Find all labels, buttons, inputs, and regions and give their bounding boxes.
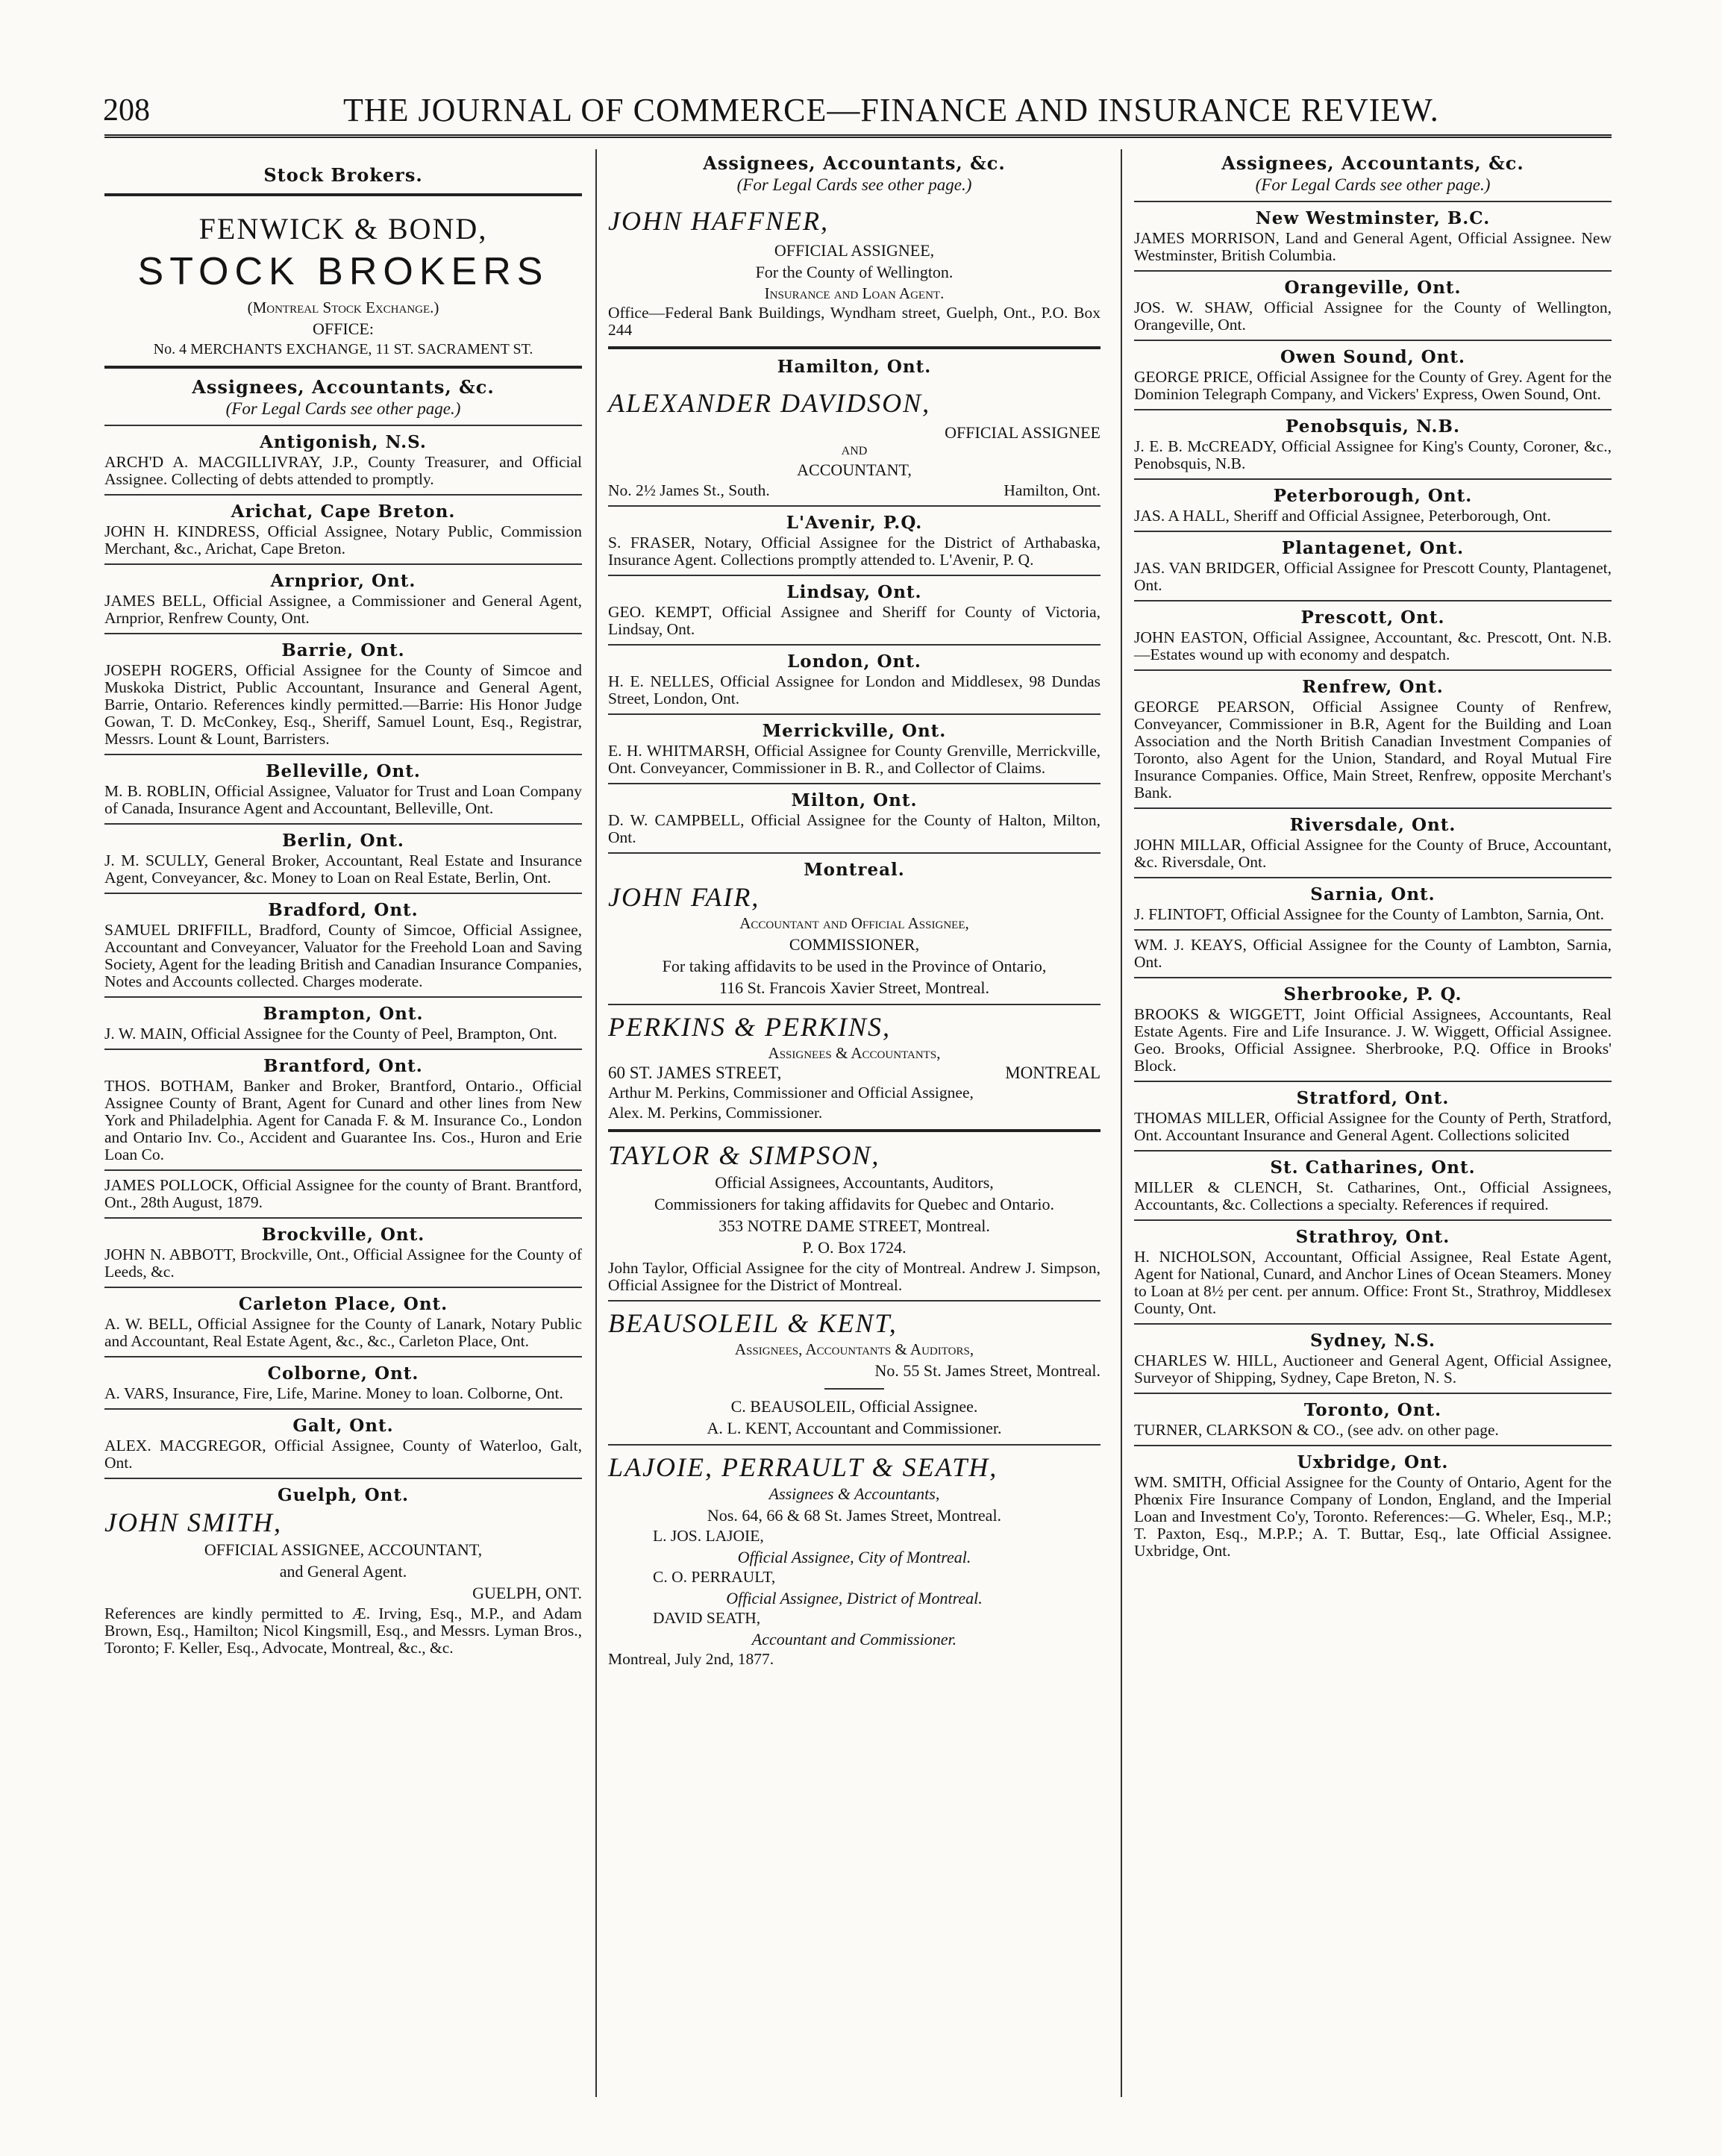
card-subtitle: and General Agent. <box>279 1562 407 1581</box>
card-partner-role: Official Assignee, City of Montreal. <box>737 1548 971 1566</box>
card-commissioner: COMMISSIONER, <box>789 935 920 954</box>
card-name: JOHN HAFFNER, <box>608 206 829 236</box>
divider <box>104 1478 582 1479</box>
place-heading: Plantagenet, Ont. <box>1281 538 1465 558</box>
card-partner: Arthur M. Perkins, Commissioner and Official Assignee, <box>608 1084 974 1102</box>
card-title: Assignees & Accountants, <box>768 1044 941 1062</box>
card-title: Accountant and Official Assignee, <box>739 914 969 932</box>
card-partner: C. BEAUSOLEIL, Official Assignee. <box>730 1397 978 1416</box>
section-heading: Stock Brokers. <box>263 164 423 186</box>
divider <box>104 1049 582 1050</box>
listing: JOHN N. ABBOTT, Brockville, Ont., Official Assignee for the County of Leeds, &c. <box>104 1246 582 1281</box>
place-heading: Carleton Place, Ont. <box>238 1294 448 1314</box>
column-divider <box>595 149 597 2097</box>
card-address: 60 ST. JAMES STREET, <box>608 1063 782 1082</box>
listing: JOS. W. SHAW, Official Assignee for the County of Wellington, Orangeville, Ont. <box>1134 299 1612 334</box>
divider <box>1134 1445 1612 1446</box>
listing: TURNER, CLARKSON & CO., (see adv. on other page. <box>1134 1421 1499 1439</box>
card-address: No. 55 St. James Street, Montreal. <box>874 1361 1100 1380</box>
column-divider <box>1121 149 1122 2097</box>
divider <box>1134 478 1612 480</box>
place-heading: Penobsquis, N.B. <box>1286 416 1460 437</box>
card-title: Official Assignees, Accountants, Auditors, <box>715 1173 994 1192</box>
listing: BROOKS & WIGGETT, Joint Official Assignees, Accountants, Real Estate Agents. Fire and Life Insurance. J. W. Wiggett, Official Assignee. Geo. Brooks, Official Assignee. Sherbrooke, P.Q. Office in Brooks' Block. <box>1134 1005 1612 1075</box>
card-title: OFFICIAL ASSIGNEE <box>945 423 1100 442</box>
place-heading: Peterborough, Ont. <box>1273 486 1473 506</box>
divider <box>608 575 1100 576</box>
card-location: GUELPH, ONT. <box>472 1584 582 1602</box>
card-commissioners: Commissioners for taking affidavits for Quebec and Ontario. <box>654 1195 1055 1213</box>
listing: THOS. BOTHAM, Banker and Broker, Brantford, Ontario., Official Assignee County of Brant, Agent for Cunard and other lines from New York and Philadelphia. Agent for Canada F. & M. Insurance Co., London and Ontario Inv. Co., Accident and Guarantee Ins. Cos., Huron and Erie Loan Co. <box>104 1077 582 1163</box>
place-heading: Belleville, Ont. <box>266 761 421 781</box>
card-affidavits: For taking affidavits to be used in the Province of Ontario, <box>662 957 1047 975</box>
card-name: LAJOIE, PERRAULT & SEATH, <box>608 1452 998 1482</box>
header-rule <box>104 134 1612 138</box>
divider <box>1134 1393 1612 1394</box>
divider <box>1134 877 1612 878</box>
place-heading: Brampton, Ont. <box>263 1004 424 1024</box>
listing: SAMUEL DRIFFILL, Bradford, County of Simcoe, Official Assignee, Accountant and Conveyancer, Valuator for the Freehold Loan and Saving Society, Agent for the leading British and Canadian Insurance Companies, Notes and Accounts collected. Charges moderate. <box>104 921 582 990</box>
listing: JOSEPH ROGERS, Official Assignee for the County of Simcoe and Muskoka District, Public Accountant, Insurance and General Agent, Barrie, Ontario. References kindly permitted.—Barrie: His Honor Judge Gowan, T. D. McConkey, Esq., Sheriff, Samuel Lount, Esq., Registrar, Messrs. Lount & Lount, Barristers. <box>104 661 582 748</box>
divider <box>608 644 1100 646</box>
divider <box>608 1444 1100 1446</box>
listing: A. W. BELL, Official Assignee for the County of Lanark, Notary Public and Accountant, Real Estate Agent, &c., &c., Carleton Place, Ont. <box>104 1315 582 1350</box>
divider <box>104 1408 582 1410</box>
page-header <box>90 88 1626 133</box>
divider <box>104 996 582 998</box>
place-heading: Berlin, Ont. <box>282 831 404 851</box>
place-heading: Colborne, Ont. <box>267 1363 419 1384</box>
listing: JOHN MILLAR, Official Assignee for the County of Bruce, Accountant, &c. Riversdale, Ont. <box>1134 836 1612 871</box>
place-heading: Brantford, Ont. <box>263 1056 423 1076</box>
place-heading: Brockville, Ont. <box>261 1225 425 1245</box>
divider <box>1134 1150 1612 1152</box>
divider <box>1134 409 1612 410</box>
listing: JAMES POLLOCK, Official Assignee for the county of Brant. Brantford, Ont., 28th August, 1879. <box>104 1176 582 1211</box>
listing: H. E. NELLES, Official Assignee for London and Middlesex, 98 Dundas Street, London, Ont. <box>608 672 1100 707</box>
card-name: JOHN FAIR, <box>608 882 760 912</box>
place-heading: Uxbridge, Ont. <box>1297 1452 1449 1472</box>
section-heading: Assignees, Accountants, &c. <box>703 152 1006 174</box>
card-title: Assignees, Accountants & Auditors, <box>734 1340 974 1358</box>
card-partner-role: Accountant and Commissioner. <box>751 1630 957 1649</box>
listing: A. VARS, Insurance, Fire, Life, Marine. Money to loan. Colborne, Ont. <box>104 1384 563 1402</box>
place-heading: Arichat, Cape Breton. <box>231 501 456 522</box>
listing: WM. J. KEAYS, Official Assignee for the County of Lambton, Sarnia, Ont. <box>1134 936 1612 971</box>
office-address: No. 4 MERCHANTS EXCHANGE, 11 ST. SACRAMENT ST. <box>153 341 533 357</box>
divider <box>1134 270 1612 272</box>
card-name: ALEXANDER DAVIDSON, <box>608 388 931 418</box>
divider <box>1134 929 1612 931</box>
place-heading: Sherbrooke, P. Q. <box>1283 984 1462 1004</box>
listing: JAS. VAN BRIDGER, Official Assignee for Prescott County, Plantagenet, Ont. <box>1134 559 1612 594</box>
divider <box>608 346 1100 349</box>
card-partners: John Taylor, Official Assignee for the city of Montreal. Andrew J. Simpson, Official Assignee for the District of Montreal. <box>608 1259 1100 1294</box>
divider <box>1134 1219 1612 1221</box>
listing: MILLER & CLENCH, St. Catharines, Ont., Official Assignees, Accountants, &c. Collections a specialty. References if required. <box>1134 1178 1612 1213</box>
divider <box>104 893 582 894</box>
listing: ARCH'D A. MACGILLIVRAY, J.P., County Treasurer, and Official Assignee. Collecting of debts attended to promptly. <box>104 453 582 488</box>
divider <box>1134 669 1612 671</box>
card-name: JOHN SMITH, <box>104 1507 282 1537</box>
listing: GEORGE PRICE, Official Assignee for the County of Grey. Agent for the Dominion Telegraph Company, and Vickers' Express, Owen Sound, Ont. <box>1134 368 1612 403</box>
divider <box>608 783 1100 784</box>
listing: JOHN H. KINDRESS, Official Assignee, Notary Public, Commission Merchant, &c., Arichat, Cape Breton. <box>104 522 582 557</box>
place-heading: Hamilton, Ont. <box>777 357 932 377</box>
listing: JAS. A HALL, Sheriff and Official Assignee, Peterborough, Ont. <box>1134 507 1551 525</box>
legal-note: (For Legal Cards see other page.) <box>1255 175 1491 194</box>
divider <box>608 852 1100 854</box>
divider <box>104 1217 582 1219</box>
card-partner: C. O. PERRAULT, <box>653 1568 776 1586</box>
card-box: P. O. Box 1724. <box>802 1238 907 1257</box>
place-heading: Riversdale, Ont. <box>1289 815 1456 835</box>
listing: CHARLES W. HILL, Auctioneer and General Agent, Official Assignee, Surveyor of Shipping, Sydney, Cape Breton, N. S. <box>1134 1352 1612 1387</box>
place-heading: Stratford, Ont. <box>1296 1088 1450 1108</box>
card-partner: L. JOS. LAJOIE, <box>653 1527 764 1545</box>
divider <box>608 1300 1100 1302</box>
column-3 <box>1134 149 1612 1563</box>
card-address: 353 NOTRE DAME STREET, Montreal. <box>718 1216 990 1235</box>
section-heading: Assignees, Accountants, &c. <box>192 376 495 398</box>
place-heading: Antigonish, N.S. <box>260 432 427 452</box>
divider <box>1134 977 1612 978</box>
divider <box>608 1004 1100 1005</box>
divider <box>1134 201 1612 202</box>
listing: M. B. ROBLIN, Official Assignee, Valuator for Trust and Loan Company of Canada, Insurance Agent and Accountant, Belleville, Ont. <box>104 782 582 817</box>
page-number: 208 <box>103 93 150 128</box>
listing: J. W. MAIN, Official Assignee for the County of Peel, Brampton, Ont. <box>104 1025 557 1043</box>
place-heading: Orangeville, Ont. <box>1284 278 1462 298</box>
place-heading: Barrie, Ont. <box>281 640 405 660</box>
listing: JOHN EASTON, Official Assignee, Accountant, &c. Prescott, Ont. N.B.—Estates wound up with economy and despatch. <box>1134 628 1612 663</box>
section-heading: Assignees, Accountants, &c. <box>1221 152 1524 174</box>
place-heading: Prescott, Ont. <box>1300 607 1445 628</box>
listing: D. W. CAMPBELL, Official Assignee for the County of Halton, Milton, Ont. <box>608 811 1100 846</box>
column-1 <box>104 149 582 1660</box>
listing: THOMAS MILLER, Official Assignee for the County of Perth, Stratford, Ont. Accountant Insurance and General Agent. Collections solicited <box>1134 1109 1612 1144</box>
place-heading: Montreal. <box>804 860 905 880</box>
exchange: (Montreal Stock Exchange.) <box>247 299 439 316</box>
divider <box>104 193 582 196</box>
divider <box>104 754 582 755</box>
place-heading: Guelph, Ont. <box>278 1485 409 1505</box>
place-heading: Owen Sound, Ont. <box>1280 347 1466 367</box>
divider <box>104 563 582 565</box>
place-heading: Renfrew, Ont. <box>1302 677 1444 697</box>
listing: J. FLINTOFT, Official Assignee for the County of Lambton, Sarnia, Ont. <box>1134 905 1604 923</box>
card-address: No. 2½ James St., South. <box>608 481 770 499</box>
running-title: THE JOURNAL OF COMMERCE—FINANCE AND INSURANCE REVIEW. <box>343 92 1439 128</box>
card-accountant: ACCOUNTANT, <box>797 460 912 479</box>
divider <box>104 1356 582 1357</box>
card-address-row <box>608 1064 1100 1081</box>
place-heading: L'Avenir, P.Q. <box>786 513 923 533</box>
place-heading: Milton, Ont. <box>791 790 918 810</box>
card-name: PERKINS & PERKINS, <box>608 1012 891 1042</box>
divider <box>1134 807 1612 809</box>
place-heading: Sydney, N.S. <box>1310 1331 1435 1351</box>
divider <box>104 494 582 496</box>
card-partner: A. L. KENT, Accountant and Commissioner. <box>707 1419 1002 1437</box>
place-heading: Galt, Ont. <box>292 1416 394 1436</box>
divider <box>104 633 582 634</box>
divider <box>1134 340 1612 341</box>
place-heading: Merrickville, Ont. <box>762 721 947 741</box>
listing: J. E. B. McCREADY, Official Assignee for King's County, Coroner, &c., Penobsquis, N.B. <box>1134 437 1612 472</box>
card-title: Assignees & Accountants, <box>768 1484 940 1503</box>
column-2 <box>608 149 1100 1671</box>
divider <box>824 1388 884 1390</box>
place-heading: Lindsay, Ont. <box>786 582 922 602</box>
card-county: For the County of Wellington. <box>755 263 954 281</box>
card-partner: DAVID SEATH, <box>653 1609 761 1627</box>
listing: S. FRASER, Notary, Official Assignee for the District of Arthabaska, Insurance Agent. Collections promptly attended to. L'Avenir, P. Q. <box>608 534 1100 569</box>
divider <box>104 1287 582 1288</box>
divider <box>608 505 1100 507</box>
card-date: Montreal, July 2nd, 1877. <box>608 1650 774 1668</box>
divider <box>1134 1081 1612 1082</box>
card-name: TAYLOR & SIMPSON, <box>608 1140 880 1170</box>
card-title: OFFICIAL ASSIGNEE, ACCOUNTANT, <box>204 1540 483 1559</box>
divider <box>104 1169 582 1171</box>
card-city: MONTREAL <box>1005 1063 1100 1082</box>
listing: JAMES MORRISON, Land and General Agent, Official Assignee. New Westminster, British Columbia. <box>1134 229 1612 264</box>
card-and: AND <box>841 445 868 457</box>
card-address: Nos. 64, 66 & 68 St. James Street, Montreal. <box>707 1506 1002 1525</box>
listing: GEO. KEMPT, Official Assignee and Sheriff for County of Victoria, Lindsay, Ont. <box>608 603 1100 638</box>
card-references: References are kindly permitted to Æ. Irving, Esq., M.P., and Adam Brown, Esq., Hamilton; Nicol Kingsmill, Esq., and Messrs. Lyman Bros., Toronto; F. Keller, Esq., Advocate, Montreal, &c., &c. <box>104 1604 582 1657</box>
divider <box>104 366 582 369</box>
card-address-row <box>608 482 1100 499</box>
divider <box>104 823 582 825</box>
listing: E. H. WHITMARSH, Official Assignee for County Grenville, Merrickville, Ont. Conveyancer, Commissioner in B. R., and Collector of Claims. <box>608 742 1100 777</box>
divider <box>1134 600 1612 602</box>
place-heading: Strathroy, Ont. <box>1295 1227 1450 1247</box>
card-address: 116 St. Francois Xavier Street, Montreal. <box>718 978 990 997</box>
card-title: OFFICIAL ASSIGNEE, <box>774 241 935 260</box>
legal-note: (For Legal Cards see other page.) <box>736 175 972 194</box>
office-label: OFFICE: <box>313 319 374 338</box>
card-agent: Insurance and Loan Agent. <box>764 284 945 302</box>
place-heading: St. Catharines, Ont. <box>1270 1157 1476 1178</box>
card-office: Office—Federal Bank Buildings, Wyndham street, Guelph, Ont., P.O. Box 244 <box>608 304 1100 339</box>
divider <box>1134 1323 1612 1325</box>
place-heading: New Westminster, B.C. <box>1255 208 1491 228</box>
listing: GEORGE PEARSON, Official Assignee County of Renfrew, Conveyancer, Commissioner in B.R, Agent for the Building and Loan Association and the North British Canadian Investment Companies of Toronto, also Agent for the Union, Standard, and Royal Mutual Fire Insurance Companies. Office, Main Street, Renfrew, opposite Merchant's Bank. <box>1134 698 1612 802</box>
card-partner: Alex. M. Perkins, Commissioner. <box>608 1104 823 1122</box>
place-heading: London, Ont. <box>787 652 921 672</box>
card-name: BEAUSOLEIL & KENT, <box>608 1308 898 1338</box>
listing: WM. SMITH, Official Assignee for the County of Ontario, Agent for the Phœnix Fire Insurance Company of London, England, and the Imperial Loan and Investment Co'y, Toronto. References:—G. Wheler, Esq., M.P.; T. Paxton, Esq., M.P.P.; A. T. Buttar, Esq., late Official Assignee. Uxbridge, Ont. <box>1134 1473 1612 1560</box>
firm-title: STOCK BROKERS <box>137 250 549 293</box>
divider <box>608 1129 1100 1132</box>
place-heading: Sarnia, Ont. <box>1310 884 1435 904</box>
place-heading: Arnprior, Ont. <box>270 571 416 591</box>
divider <box>1134 531 1612 532</box>
legal-note: (For Legal Cards see other page.) <box>225 399 461 418</box>
listing: J. M. SCULLY, General Broker, Accountant, Real Estate and Insurance Agent, Conveyancer, &c. Money to Loan on Real Estate, Berlin, Ont. <box>104 852 582 887</box>
card-city: Hamilton, Ont. <box>1004 481 1100 499</box>
firm-name: FENWICK & BOND, <box>198 212 488 246</box>
divider <box>104 425 582 426</box>
listing: JAMES BELL, Official Assignee, a Commissioner and General Agent, Arnprior, Renfrew County, Ont. <box>104 592 582 627</box>
place-heading: Bradford, Ont. <box>268 900 419 920</box>
place-heading: Toronto, Ont. <box>1303 1400 1442 1420</box>
listing: H. NICHOLSON, Accountant, Official Assignee, Real Estate Agent, Agent for National, Cunard, and Anchor Lines of Ocean Steamers. Money to Loan at 8½ per cent. per annum. Office: Front St., Strathroy, Middlesex County, Ont. <box>1134 1248 1612 1317</box>
divider <box>608 713 1100 715</box>
listing: ALEX. MACGREGOR, Official Assignee, County of Waterloo, Galt, Ont. <box>104 1437 582 1472</box>
card-partner-role: Official Assignee, District of Montreal. <box>726 1589 983 1607</box>
